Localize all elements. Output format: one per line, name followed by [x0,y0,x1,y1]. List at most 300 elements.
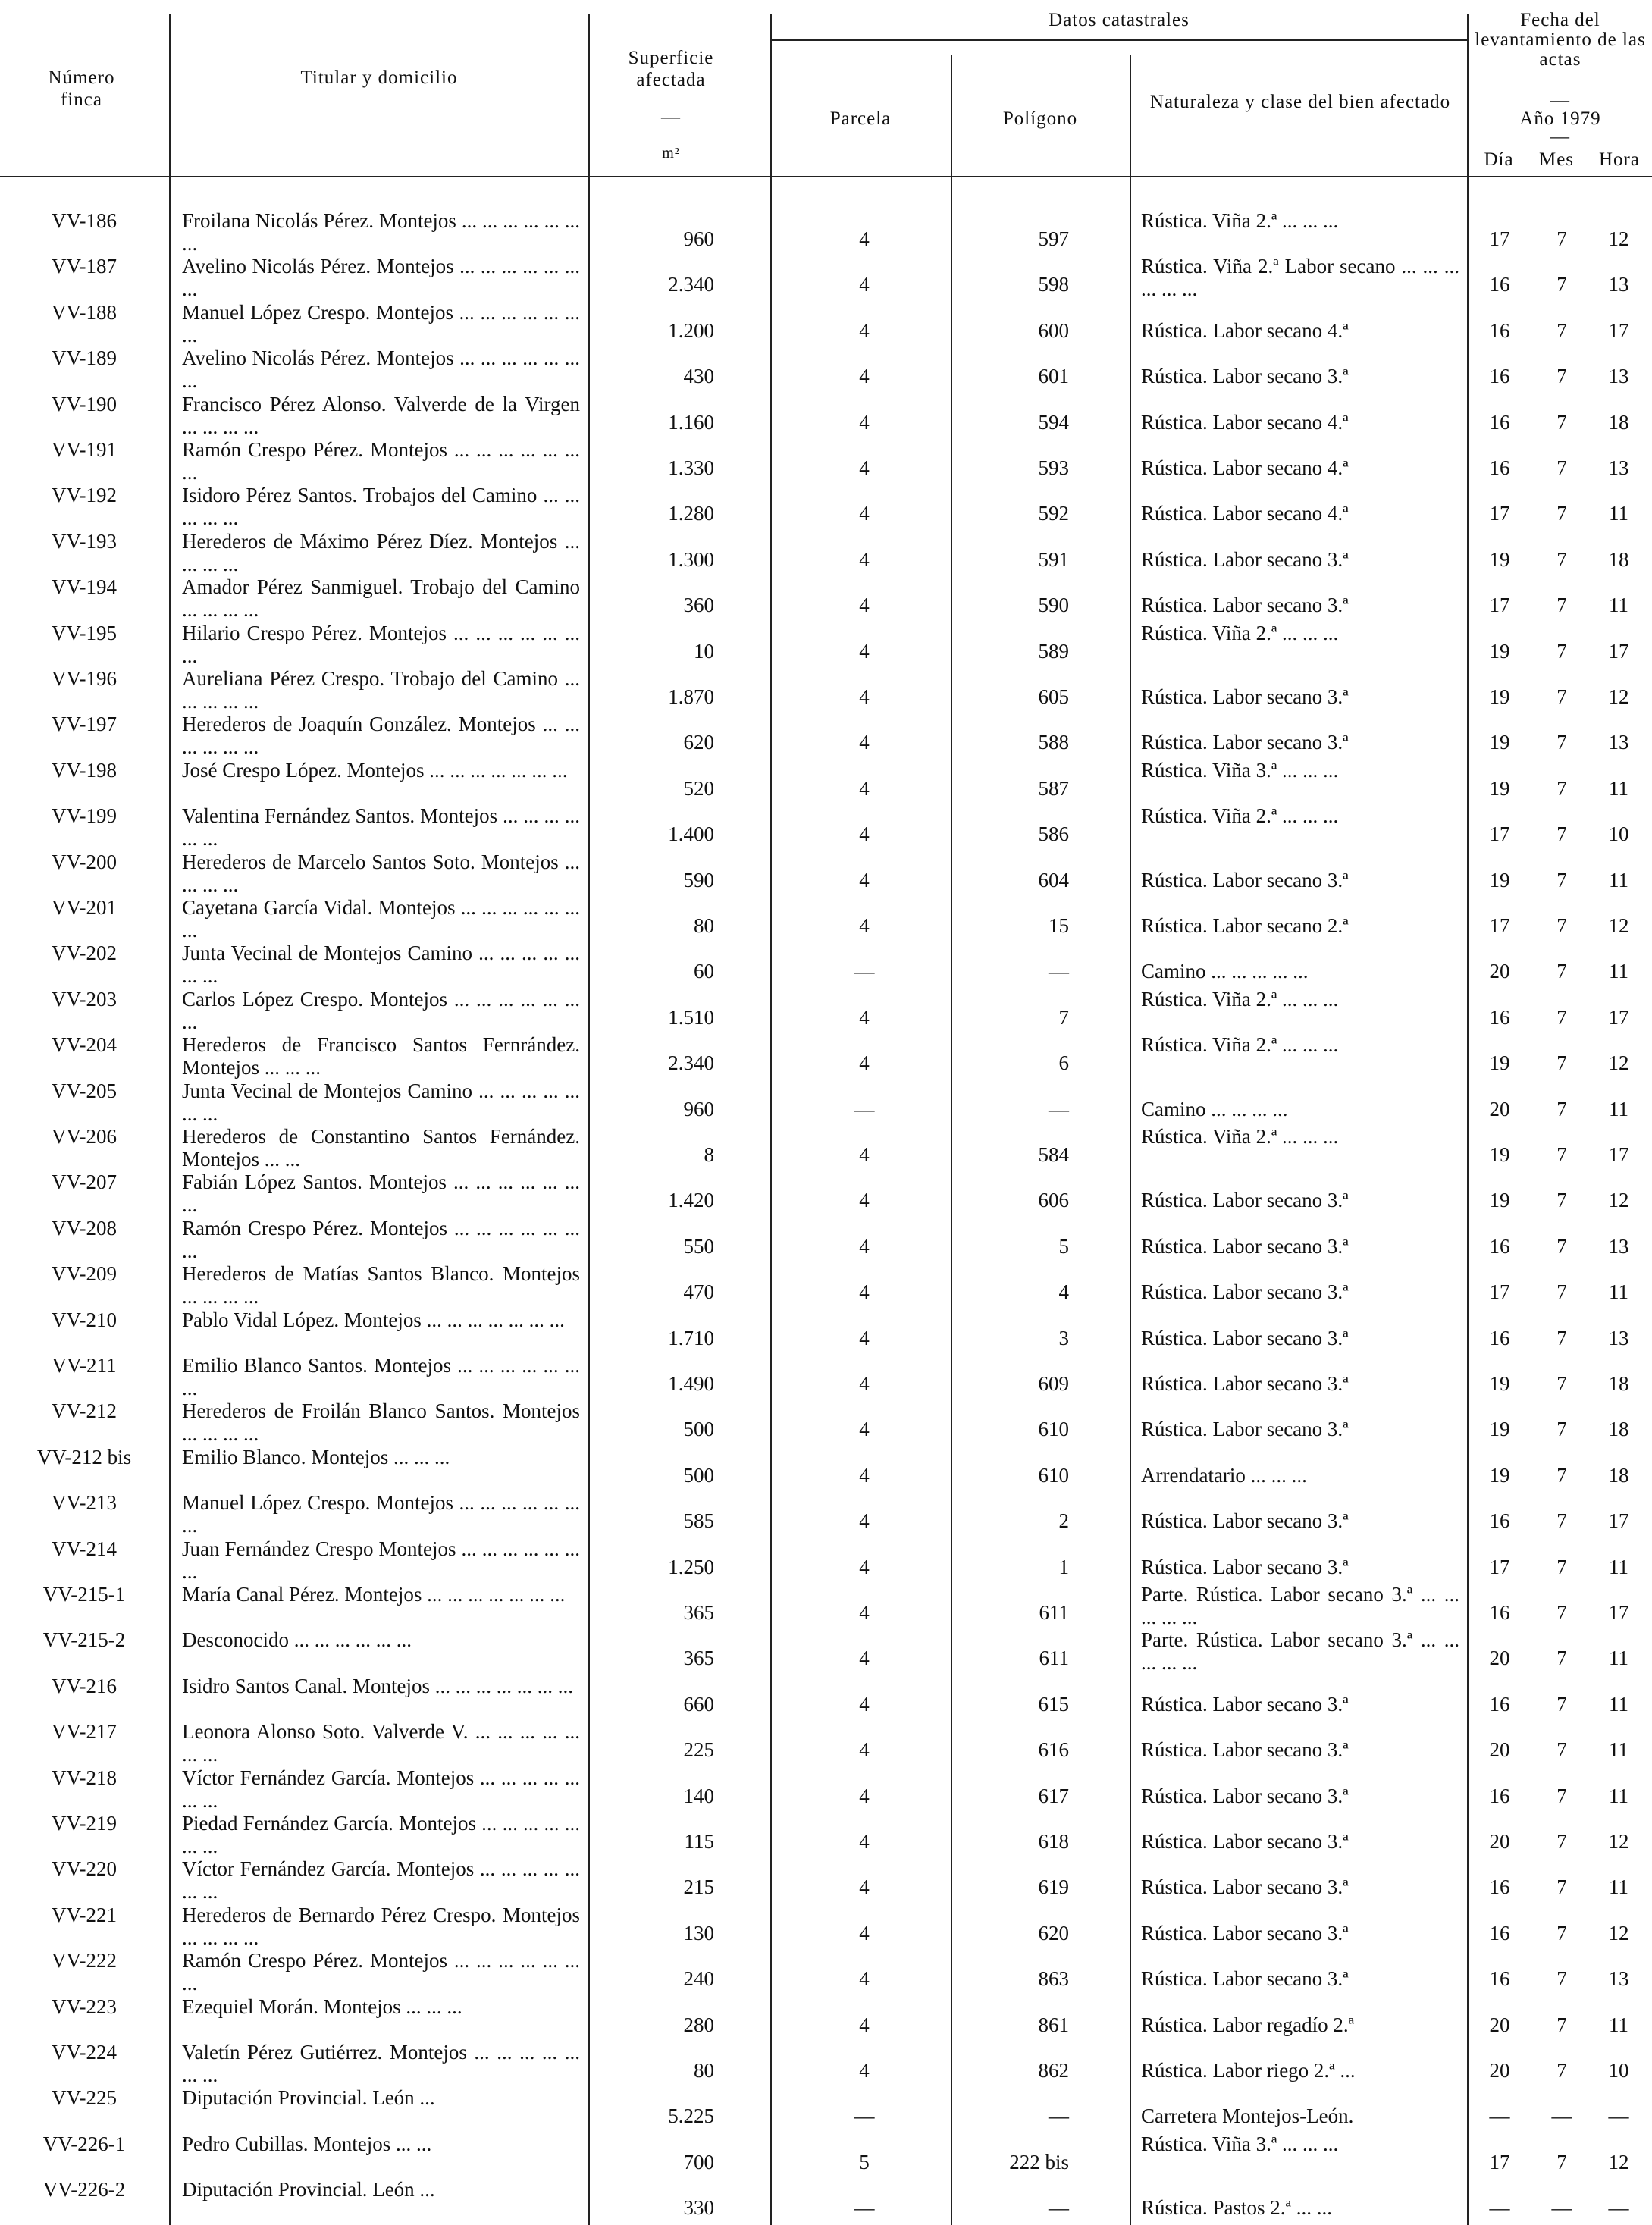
cell-superficie: 330 [683,2196,714,2220]
table-row [0,988,1652,1033]
cell-naturaleza: Rústica. Labor secano 3.ª [1141,547,1349,571]
cell-numero-finca: VV-188 [51,300,117,324]
cell-numero-finca: VV-212 [51,1399,117,1423]
cell-hora: 12 [1608,1051,1629,1075]
cell-naturaleza: Rústica. Viña 2.ª Labor secano ... ... ... ... ... ... [1141,255,1459,301]
cell-dia: 17 [1489,594,1510,617]
cell-dia: 19 [1489,1189,1510,1212]
cell-numero-finca: VV-220 [51,1857,117,1881]
cell-mes: 7 [1556,1738,1567,1762]
cell-parcela: 4 [859,1509,870,1533]
cell-parcela: 4 [859,1692,870,1716]
cell-dia: 16 [1489,1876,1510,1899]
cell-superficie: 1.250 [668,1555,714,1578]
cell-poligono: 611 [1039,1647,1069,1670]
cell-mes: 7 [1556,1692,1567,1716]
cell-poligono: 590 [1038,594,1069,617]
cell-dia: — [1489,2104,1510,2128]
table-row [0,1628,1652,1674]
cell-superficie: 365 [683,1647,714,1670]
cell-dia: 17 [1489,227,1510,250]
cell-parcela: 4 [859,639,870,663]
cell-hora: 11 [1609,1692,1628,1716]
cell-hora: 11 [1609,1738,1628,1762]
cell-parcela: 4 [859,273,870,296]
table-row [0,2086,1652,2132]
cell-titular: Fabián López Santos. Montejos ... ... ... ... ... ... ... [182,1170,580,1217]
cell-dia: 19 [1489,1051,1510,1075]
cell-superficie: 1.280 [668,502,714,525]
cell-parcela: 4 [859,594,870,617]
cell-hora: 11 [1609,960,1628,983]
cell-poligono: 600 [1038,318,1069,342]
cell-titular: Desconocido ... ... ... ... ... ... [182,1628,412,1652]
cell-naturaleza: Rústica. Labor secano 3.ª [1141,1418,1349,1441]
cell-dia: 16 [1489,273,1510,296]
cell-parcela: 4 [859,1876,870,1899]
cell-dia: 16 [1489,1509,1510,1533]
cell-dia: 16 [1489,1326,1510,1349]
table-row [0,804,1652,850]
cell-poligono: 222 bis [1009,2150,1069,2173]
cell-hora: 12 [1608,914,1629,937]
cell-dia: 19 [1489,1463,1510,1487]
cell-parcela: 4 [859,1601,870,1624]
cell-poligono: 861 [1038,2013,1069,2036]
cell-poligono: 620 [1038,1921,1069,1945]
cell-dia: 16 [1489,1234,1510,1258]
cell-mes: 7 [1556,1647,1567,1670]
cell-superficie: 1.420 [668,1189,714,1212]
cell-naturaleza: Rústica. Labor secano 3.ª [1141,594,1349,617]
cell-naturaleza: Rústica. Labor riego 2.ª ... [1141,2059,1356,2082]
cell-poligono: 617 [1038,1784,1069,1807]
header-rule [0,176,1652,177]
cell-mes: 7 [1556,502,1567,525]
cell-hora: 11 [1609,502,1628,525]
cell-poligono: 618 [1038,1830,1069,1853]
cell-titular: Diputación Provincial. León ... [182,2086,435,2110]
header-mes: Mes [1538,149,1575,170]
cell-parcela: 4 [859,1463,870,1487]
cell-numero-finca: VV-186 [51,209,117,232]
cell-superficie: 1.400 [668,823,714,846]
table-row [0,1904,1652,1949]
cell-numero-finca: VV-213 [51,1491,117,1515]
cell-hora: 11 [1609,1555,1628,1578]
cell-numero-finca: VV-197 [51,713,117,736]
table-row [0,2133,1652,2178]
cell-numero-finca: VV-215-1 [42,1583,126,1606]
cell-dia: 16 [1489,1921,1510,1945]
cell-numero-finca: VV-203 [51,987,117,1011]
cell-titular: Herederos de Joaquín González. Montejos ... ... ... ... ... ... [182,713,580,759]
cell-numero-finca: VV-193 [51,529,117,553]
cell-titular: Isidro Santos Canal. Montejos ... ... ... ... ... ... ... [182,1674,573,1697]
cell-parcela: 4 [859,868,870,892]
cell-parcela: 4 [859,547,870,571]
cell-parcela: 4 [859,502,870,525]
cell-mes: 7 [1556,1280,1567,1304]
cell-poligono: — [1049,2104,1069,2128]
cell-titular: Manuel López Crespo. Montejos ... ... ... ... ... ... ... [182,1491,580,1537]
cell-hora: 17 [1608,1601,1629,1624]
cell-titular: Emilio Blanco Santos. Montejos ... ... ... ... ... ... ... [182,1354,580,1399]
cell-naturaleza: Rústica. Viña 2.ª ... ... ... [1141,987,1339,1011]
cell-superficie: 215 [683,1876,714,1899]
cell-parcela: — [854,960,875,983]
cell-superficie: 470 [683,1280,714,1304]
header-superficie-unit: m² [662,145,680,161]
cell-parcela: 4 [859,1647,870,1670]
cell-parcela: 4 [859,1372,870,1395]
cell-mes: 7 [1556,594,1567,617]
cell-mes: 7 [1556,1234,1567,1258]
cell-naturaleza: Rústica. Pastos 2.ª ... ... [1141,2196,1332,2220]
cell-numero-finca: VV-191 [51,438,117,461]
cell-hora: — [1608,2196,1629,2220]
table-row [0,438,1652,484]
cell-parcela: 4 [859,410,870,434]
table-row [0,1537,1652,1583]
cell-mes: 7 [1556,1326,1567,1349]
cell-naturaleza: Rústica. Viña 2.ª ... ... ... [1141,804,1339,828]
table-row [0,1308,1652,1354]
cell-superficie: 1.200 [668,318,714,342]
header-titular: Titular y domicilio [300,67,458,88]
cell-dia: 17 [1489,914,1510,937]
cell-dia: 16 [1489,1601,1510,1624]
cell-numero-finca: VV-198 [51,758,117,782]
table-row [0,301,1652,346]
cell-hora: 12 [1608,227,1629,250]
cell-titular: Valentina Fernández Santos. Montejos ... ... ... ... ... ... [182,804,580,851]
cell-numero-finca: VV-214 [51,1537,117,1560]
header-poligono: Polígono [1002,108,1078,129]
cell-naturaleza: Arrendatario ... ... ... [1141,1463,1307,1487]
table-row [0,393,1652,438]
cell-dia: 20 [1489,1830,1510,1853]
table-row [0,759,1652,804]
cell-numero-finca: VV-194 [51,575,117,599]
cell-superficie: 240 [683,1967,714,1991]
cell-poligono: 3 [1058,1326,1069,1349]
cell-titular: Ramón Crespo Pérez. Montejos ... ... ... ... ... ... ... [182,1216,580,1262]
table-row [0,2178,1652,2223]
cell-numero-finca: VV-221 [51,1903,117,1926]
cell-titular: Junta Vecinal de Montejos Camino ... ... ... ... ... ... ... [182,942,580,988]
table-row [0,851,1652,896]
cell-mes: 7 [1556,731,1567,754]
cell-numero-finca: VV-217 [51,1720,117,1744]
cell-poligono: 610 [1038,1418,1069,1441]
table-row [0,1080,1652,1125]
cell-naturaleza: Rústica. Labor secano 3.ª [1141,365,1349,388]
cell-titular: Víctor Fernández García. Montejos ... ... ... ... ... ... ... [182,1857,580,1904]
cell-naturaleza: Rústica. Viña 3.ª ... ... ... [1141,2132,1339,2155]
cell-poligono: 604 [1038,868,1069,892]
cell-hora: 12 [1608,1189,1629,1212]
cell-titular: Herederos de Constantino Santos Fernández. Montejos ... ... [182,1125,580,1170]
cell-parcela: 4 [859,1051,870,1075]
cell-naturaleza: Rústica. Viña 2.ª ... ... ... [1141,209,1339,232]
cell-superficie: 960 [683,1097,714,1120]
cell-poligono: 588 [1038,731,1069,754]
cell-dia: 19 [1489,1372,1510,1395]
cell-parcela: 4 [859,365,870,388]
cell-dia: 16 [1489,456,1510,479]
cell-naturaleza: Rústica. Viña 2.ª ... ... ... [1141,1033,1339,1057]
cell-titular: Hilario Crespo Pérez. Montejos ... ... ... ... ... ... ... [182,621,580,667]
cell-superficie: 360 [683,594,714,617]
cell-mes: 7 [1556,365,1567,388]
cell-dia: 19 [1489,1143,1510,1166]
cell-poligono: 619 [1038,1876,1069,1899]
cell-poligono: 586 [1038,823,1069,846]
cell-mes: 7 [1556,547,1567,571]
cell-parcela: 4 [859,1921,870,1945]
cell-titular: Herederos de Matías Santos Blanco. Montejos ... ... ... ... [182,1262,580,1308]
cell-titular: Junta Vecinal de Montejos Camino ... ... ... ... ... ... ... [182,1079,580,1125]
cell-parcela: 4 [859,1005,870,1029]
cell-hora: 10 [1608,823,1629,846]
cell-dia: 19 [1489,547,1510,571]
cell-naturaleza: Carretera Montejos-León. [1141,2104,1354,2128]
cell-superficie: 2.340 [668,1051,714,1075]
cell-dia: 17 [1489,1555,1510,1578]
cell-hora: 18 [1608,1463,1629,1487]
cell-numero-finca: VV-210 [51,1308,117,1331]
cell-naturaleza: Rústica. Labor secano 3.ª [1141,1280,1349,1304]
cell-mes: 7 [1556,1784,1567,1807]
cell-hora: 17 [1608,1005,1629,1029]
cell-poligono: 610 [1038,1463,1069,1487]
cell-dia: 19 [1489,1418,1510,1441]
cell-dia: 20 [1489,2059,1510,2082]
cell-poligono: 601 [1038,365,1069,388]
cell-naturaleza: Rústica. Labor secano 3.ª [1141,1509,1349,1533]
cell-naturaleza: Rústica. Viña 2.ª ... ... ... [1141,1125,1339,1148]
cell-numero-finca: VV-208 [51,1216,117,1239]
cell-dia: 20 [1489,1097,1510,1120]
cell-numero-finca: VV-196 [51,667,117,690]
cell-superficie: 130 [683,1921,714,1945]
cell-numero-finca: VV-199 [51,804,117,828]
cell-poligono: 591 [1038,547,1069,571]
cell-poligono: 611 [1039,1601,1069,1624]
cell-naturaleza: Rústica. Labor regadío 2.ª [1141,2013,1355,2036]
cell-mes: 7 [1556,1463,1567,1487]
cell-naturaleza: Rústica. Labor secano 3.ª [1141,685,1349,708]
cell-hora: 13 [1608,456,1629,479]
cell-poligono: — [1049,960,1069,983]
cell-hora: 11 [1609,1280,1628,1304]
cell-parcela: 4 [859,1738,870,1762]
cell-hora: 13 [1608,1967,1629,1991]
cell-parcela: — [854,2196,875,2220]
cell-naturaleza: Rústica. Labor secano 4.ª [1141,410,1349,434]
cell-numero-finca: VV-201 [51,896,117,919]
cell-titular: Emilio Blanco. Montejos ... ... ... [182,1445,450,1468]
cell-mes: 7 [1556,1143,1567,1166]
cell-hora: 13 [1608,731,1629,754]
cell-numero-finca: VV-226-1 [42,2132,126,2155]
cell-poligono: 606 [1038,1189,1069,1212]
cell-dia: 16 [1489,1692,1510,1716]
cell-mes: 7 [1556,1967,1567,1991]
cell-superficie: 140 [683,1784,714,1807]
cell-mes: 7 [1556,1555,1567,1578]
cell-poligono: — [1049,1097,1069,1120]
cell-dia: 20 [1489,1738,1510,1762]
datos-rule [770,39,1468,41]
cell-titular: Piedad Fernández García. Montejos ... ... ... ... ... ... ... [182,1812,580,1857]
cell-hora: 12 [1608,2150,1629,2173]
cell-superficie: 590 [683,868,714,892]
cell-titular: Leonora Alonso Soto. Valverde V. ... ... ... ... ... ... ... [182,1720,580,1766]
table-row [0,896,1652,942]
cell-numero-finca: VV-212 bis [36,1445,132,1468]
cell-naturaleza: Camino ... ... ... ... ... [1141,960,1309,983]
table-row [0,2041,1652,2086]
cell-hora: 13 [1608,1234,1629,1258]
cell-poligono: 4 [1058,1280,1069,1304]
cell-poligono: 584 [1038,1143,1069,1166]
cell-naturaleza: Rústica. Labor secano 3.ª [1141,1921,1349,1945]
cell-naturaleza: Parte. Rústica. Labor secano 3.ª ... ... ... ... ... [1141,1628,1459,1675]
cell-titular: Herederos de Bernardo Pérez Crespo. Montejos ... ... ... ... [182,1903,580,1949]
table-row [0,1675,1652,1720]
cell-mes: 7 [1556,410,1567,434]
cell-hora: 12 [1608,685,1629,708]
cell-hora: 11 [1609,594,1628,617]
cell-dia: 16 [1489,410,1510,434]
cell-numero-finca: VV-211 [52,1354,117,1377]
cell-mes: 7 [1556,823,1567,846]
cell-parcela: 4 [859,776,870,800]
header-datos-catastrales: Datos catastrales [1049,10,1190,30]
cell-parcela: 4 [859,1784,870,1807]
cell-hora: 17 [1608,1143,1629,1166]
cell-poligono: 592 [1038,502,1069,525]
cell-poligono: 6 [1058,1051,1069,1075]
cell-titular: Valetín Pérez Gutiérrez. Montejos ... ... ... ... ... ... ... [182,2041,580,2086]
cell-dia: 19 [1489,776,1510,800]
cell-hora: 10 [1608,2059,1629,2082]
cell-parcela: 5 [859,2150,870,2173]
header-anio-dash: — [1550,127,1570,147]
cell-mes: 7 [1556,639,1567,663]
cell-mes: 7 [1556,1005,1567,1029]
cell-dia: 17 [1489,2150,1510,2173]
table-row [0,1399,1652,1445]
cell-titular: Avelino Nicolás Pérez. Montejos ... ... ... ... ... ... ... [182,346,580,393]
cell-hora: 11 [1609,1784,1628,1807]
cell-poligono: 597 [1038,227,1069,250]
cell-hora: 17 [1608,1509,1629,1533]
cell-parcela: 4 [859,1555,870,1578]
header-anio: Año 1979 [1519,108,1601,129]
cell-poligono: 7 [1058,1005,1069,1029]
cell-superficie: 5.225 [668,2104,714,2128]
cell-parcela: 4 [859,2013,870,2036]
cell-mes: 7 [1556,960,1567,983]
table-row [0,1995,1652,2041]
table-row [0,1583,1652,1628]
cell-dia: 20 [1489,1647,1510,1670]
cell-naturaleza: Rústica. Labor secano 3.ª [1141,1234,1349,1258]
table-row [0,667,1652,713]
cell-hora: 11 [1609,1876,1628,1899]
cell-hora: 11 [1609,868,1628,892]
cell-superficie: 60 [694,960,714,983]
cell-mes: 7 [1556,1189,1567,1212]
cell-superficie: 1.330 [668,456,714,479]
cell-naturaleza: Rústica. Labor secano 3.ª [1141,1372,1349,1395]
cell-mes: 7 [1556,2150,1567,2173]
cell-hora: 18 [1608,410,1629,434]
cell-titular: Ezequiel Morán. Montejos ... ... ... [182,1995,462,2018]
cell-hora: 12 [1608,1921,1629,1945]
cell-poligono: 605 [1038,685,1069,708]
cell-mes: 7 [1556,273,1567,296]
cell-superficie: 10 [694,639,714,663]
header-dia: Día [1484,149,1514,170]
cell-titular: Herederos de Máximo Pérez Díez. Montejos ... ... ... ... [182,529,580,575]
header-hora: Hora [1599,149,1640,170]
table-row [0,1949,1652,1995]
cell-parcela: 4 [859,456,870,479]
cell-hora: 18 [1608,547,1629,571]
cell-poligono: 594 [1038,410,1069,434]
table-row [0,484,1652,529]
cell-dia: 19 [1489,868,1510,892]
cell-numero-finca: VV-216 [51,1674,117,1697]
cell-dia: — [1489,2196,1510,2220]
table-row [0,1125,1652,1170]
cell-naturaleza: Rústica. Labor secano 3.ª [1141,1967,1349,1991]
table-row [0,1446,1652,1491]
table-row [0,575,1652,621]
cell-mes: 7 [1556,868,1567,892]
cell-superficie: 115 [684,1830,714,1853]
cell-dia: 16 [1489,318,1510,342]
cell-poligono: 615 [1038,1692,1069,1716]
cell-naturaleza: Rústica. Labor secano 3.ª [1141,1692,1349,1716]
cell-titular: Carlos López Crespo. Montejos ... ... ... ... ... ... ... [182,987,580,1033]
cell-parcela: 4 [859,1967,870,1991]
cell-parcela: 4 [859,1326,870,1349]
table-row [0,1033,1652,1079]
cell-superficie: 1.870 [668,685,714,708]
cell-superficie: 80 [694,2059,714,2082]
cell-mes: 7 [1556,2059,1567,2082]
cell-naturaleza: Parte. Rústica. Labor secano 3.ª ... ... ... ... ... [1141,1583,1459,1628]
cell-mes: 7 [1556,1921,1567,1945]
cell-mes: 7 [1556,685,1567,708]
table-row [0,622,1652,667]
cell-superficie: 430 [683,365,714,388]
cell-superficie: 80 [694,914,714,937]
header-parcela: Parcela [829,108,892,129]
cell-hora: 11 [1609,1097,1628,1120]
cell-titular: Ramón Crespo Pérez. Montejos ... ... ... ... ... ... ... [182,1949,580,1995]
cell-numero-finca: VV-189 [51,346,117,370]
cell-mes: 7 [1556,914,1567,937]
header-superficie-dash: — [661,107,681,127]
table-row [0,346,1652,392]
cell-mes: 7 [1556,1876,1567,1899]
